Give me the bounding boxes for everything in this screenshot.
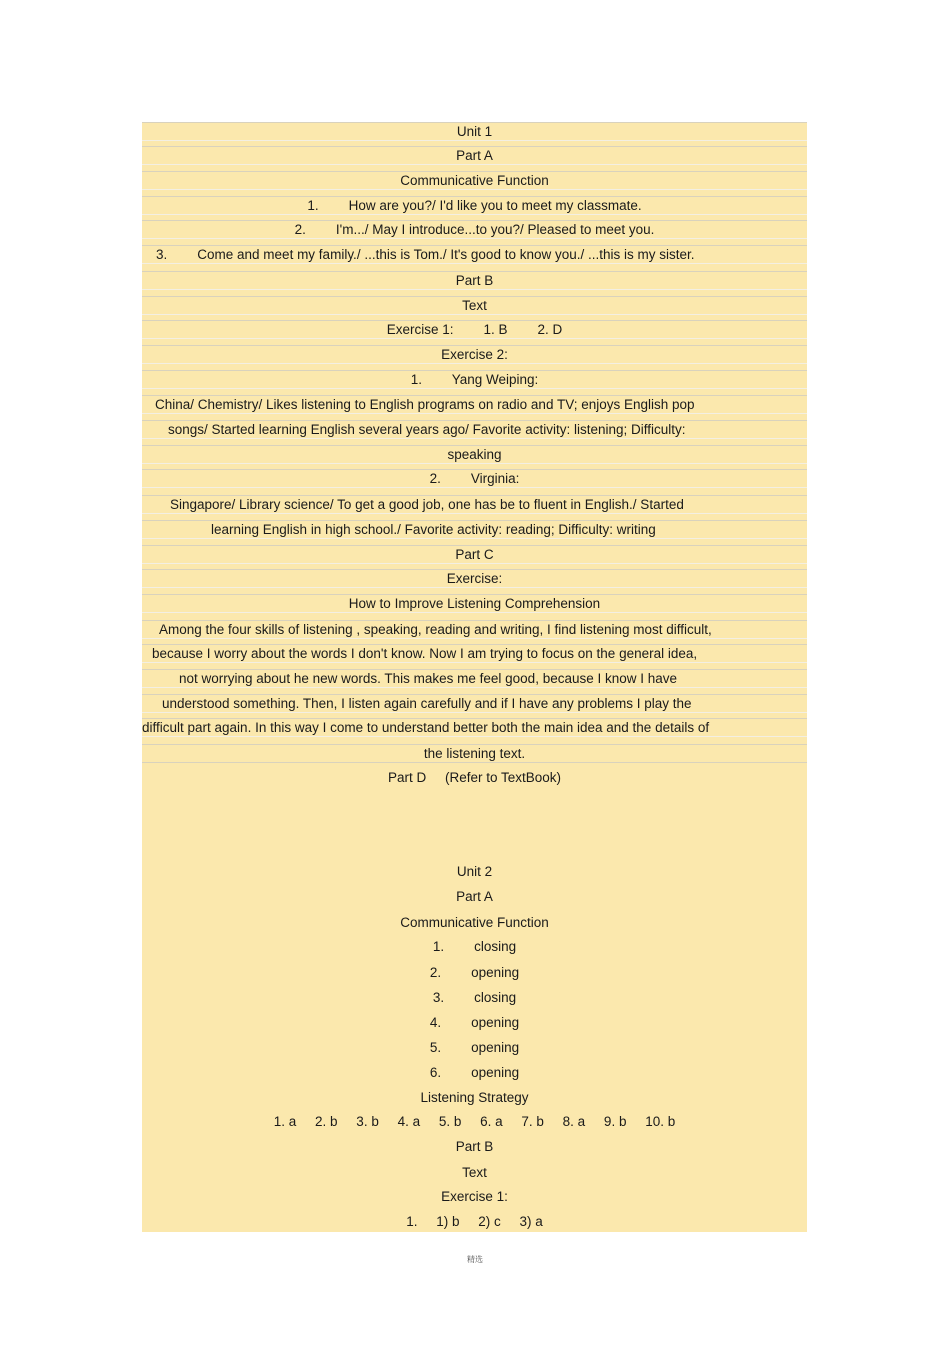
unit1-row: difficult part again. In this way I come to understand better both the main idea and the details of <box>142 718 807 737</box>
unit1-row: How to Improve Listening Comprehension <box>142 594 807 613</box>
unit1-row: China/ Chemistry/ Likes listening to English programs on radio and TV; enjoys English pop <box>142 395 807 414</box>
unit1-row: Part A <box>142 146 807 165</box>
unit1-row: Communicative Function <box>142 171 807 190</box>
unit1-row: because I worry about the words I don't know. Now I am trying to focus on the general idea, <box>142 644 807 663</box>
unit2-line: 2. opening <box>429 965 520 980</box>
unit1-row: Part B <box>142 271 807 290</box>
unit1-row: Unit 1 <box>142 122 807 141</box>
page-footer: 精选 <box>467 1255 483 1264</box>
unit1-row: 2. Virginia: <box>142 469 807 488</box>
unit1-row: the listening text. <box>142 744 807 763</box>
unit2-line: Part A <box>456 889 493 904</box>
unit2-line: 6. opening <box>429 1065 520 1080</box>
document-content-block <box>142 122 807 1232</box>
unit1-row: Part C <box>142 545 807 564</box>
unit1-row: not worrying about he new words. This makes me feel good, because I know I have <box>142 669 807 688</box>
unit2-line: 5. opening <box>429 1040 520 1055</box>
unit1-row: Singapore/ Library science/ To get a good job, one has be to fluent in English./ Started <box>142 495 807 514</box>
unit2-line: Part B <box>455 1139 494 1154</box>
unit2-line: Unit 2 <box>456 864 493 879</box>
unit2-line: 4. opening <box>429 1015 520 1030</box>
unit2-line: 1. closing <box>432 939 517 954</box>
unit1-row: 3. Come and meet my family./ ...this is Tom./ It's good to know you./ ...this is my sister. <box>142 245 807 264</box>
unit2-line: Text <box>462 1165 487 1180</box>
unit2-line: Exercise 1: <box>441 1189 508 1204</box>
unit1-row: Among the four skills of listening , speaking, reading and writing, I find listening most difficult, <box>142 620 807 639</box>
part-d-heading: Part D (Refer to TextBook) <box>387 770 562 785</box>
unit1-row: songs/ Started learning English several years ago/ Favorite activity: listening; Difficulty: <box>142 420 807 439</box>
unit2-line: Communicative Function <box>400 915 549 930</box>
unit1-row: understood something. Then, I listen again carefully and if I have any problems I play the <box>142 694 807 713</box>
unit2-line: 1. a 2. b 3. b 4. a 5. b 6. a 7. b 8. a 9. b 10. b <box>273 1114 676 1129</box>
unit2-line: 1. 1) b 2) c 3) a <box>406 1214 543 1229</box>
unit1-row: speaking <box>142 445 807 464</box>
unit1-row: Exercise 1: 1. B 2. D <box>142 320 807 339</box>
unit1-row: Text <box>142 296 807 315</box>
unit1-row: learning English in high school./ Favorite activity: reading; Difficulty: writing <box>142 520 807 539</box>
unit1-row: Exercise: <box>142 569 807 588</box>
unit2-line: 3. closing <box>432 990 517 1005</box>
unit2-line: Listening Strategy <box>420 1090 529 1105</box>
unit1-row: 1. Yang Weiping: <box>142 370 807 389</box>
unit1-row: Exercise 2: <box>142 345 807 364</box>
unit1-row: 2. I'm.../ May I introduce...to you?/ Pleased to meet you. <box>142 220 807 239</box>
unit1-row: 1. How are you?/ I'd like you to meet my classmate. <box>142 196 807 215</box>
